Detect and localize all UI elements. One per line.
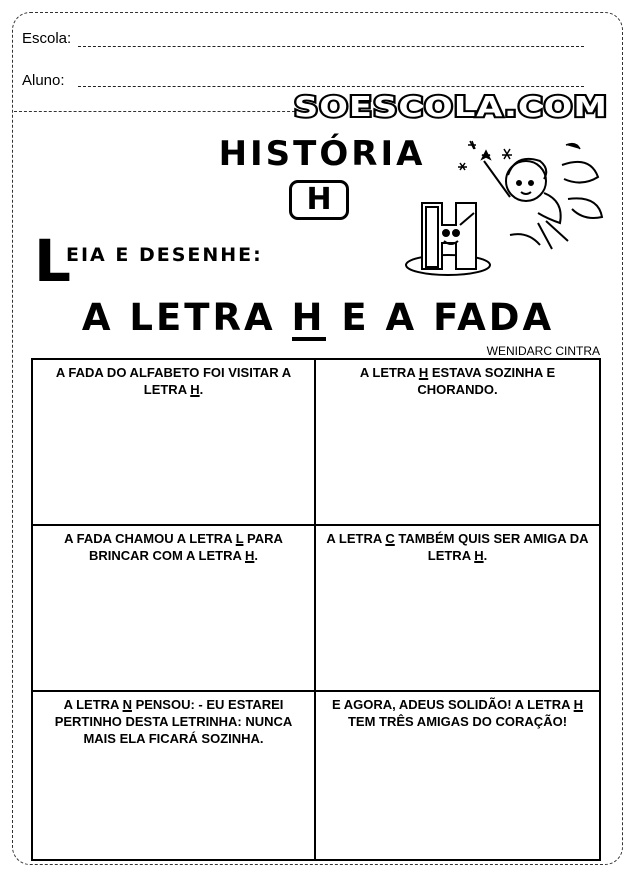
header-separator <box>14 111 300 112</box>
history-letter-badge: H <box>289 180 349 220</box>
story-title-after: E A FADA <box>341 296 555 339</box>
story-title <box>40 296 596 341</box>
site-logo-text: SOESCOLA.COM <box>294 91 608 121</box>
story-title-before: A LETRA <box>81 296 276 339</box>
story-author: WENIDARC CINTRA <box>486 344 600 358</box>
drawing-panel[interactable] <box>33 526 316 692</box>
drawing-panel[interactable] <box>316 360 599 526</box>
drawing-panel[interactable] <box>316 692 599 859</box>
panel-caption: A FADA DO ALFABETO FOI VISITAR A LETRA H. <box>55 365 292 397</box>
drawing-grid <box>31 358 601 861</box>
history-title: HISTÓRIA <box>218 134 426 174</box>
drawing-panel[interactable] <box>316 526 599 692</box>
drawing-panel[interactable] <box>33 692 316 859</box>
school-line <box>78 46 584 47</box>
school-label: Escola: <box>22 30 72 47</box>
panel-caption: E AGORA, ADEUS SOLIDÃO! A LETRA H TEM TRÊS AMIGAS DO CORAÇÃO! <box>331 697 584 729</box>
site-logo <box>292 91 610 121</box>
panel-caption: A FADA CHAMOU A LETRA L PARA BRINCAR COM A LETRA H. <box>64 531 283 563</box>
student-line <box>78 86 584 87</box>
instruction-text: EIA E DESENHE: <box>66 244 263 266</box>
student-label: Aluno: <box>22 72 65 89</box>
student-field <box>22 72 65 89</box>
panel-caption: A LETRA C TAMBÉM QUIS SER AMIGA DA LETRA H. <box>326 531 589 563</box>
panel-caption: A LETRA N PENSOU: - EU ESTAREI PERTINHO DESTA LETRINHA: NUNCA MAIS ELA FICARÁ SOZINHA. <box>54 697 293 746</box>
school-field <box>22 30 71 47</box>
fairy-with-wand-and-letter-h-icon <box>398 135 610 285</box>
drawing-panel[interactable] <box>33 360 316 526</box>
story-title-letter: H <box>291 296 326 339</box>
instruction-initial: L <box>34 227 71 295</box>
panel-caption: A LETRA H ESTAVA SOZINHA E CHORANDO. <box>359 365 556 397</box>
